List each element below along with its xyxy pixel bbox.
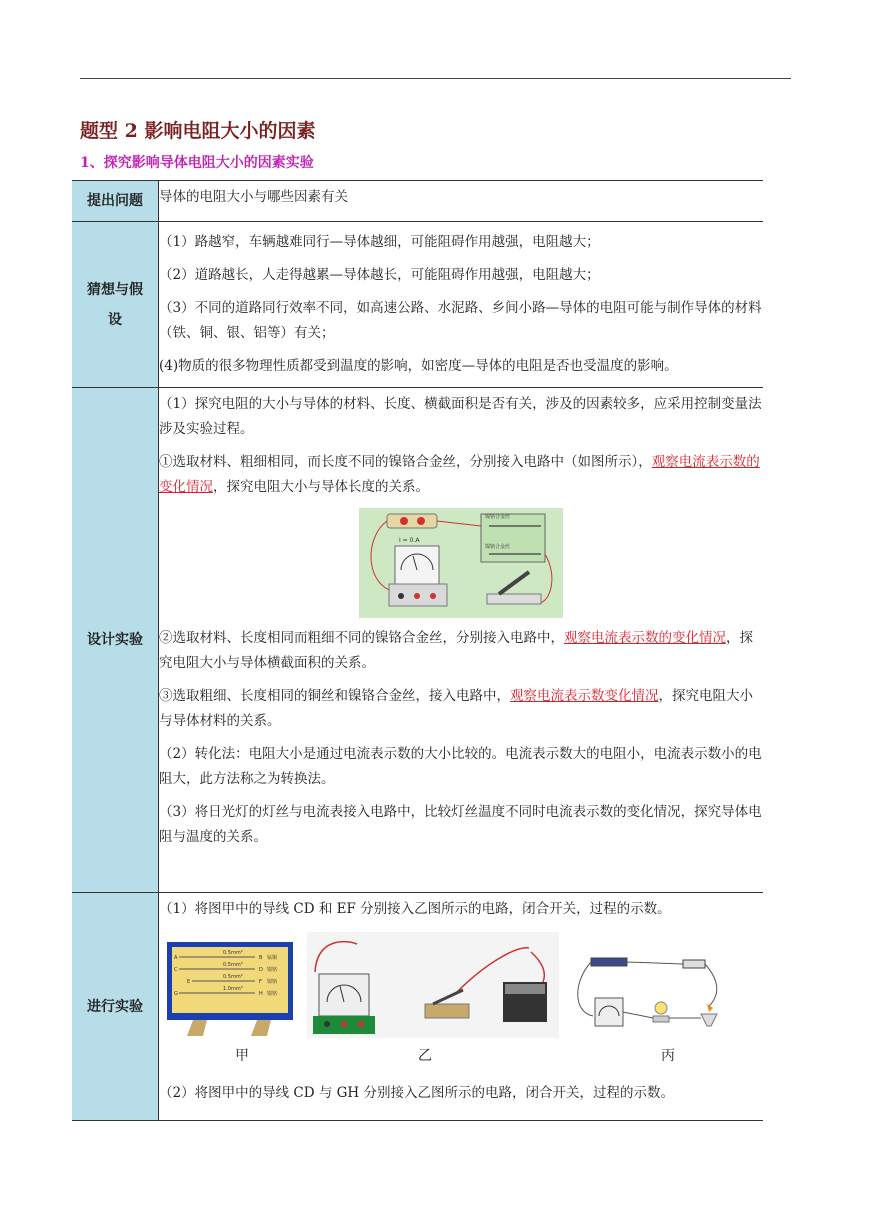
terminal-label: G <box>174 991 178 997</box>
procedure-figures <box>167 932 763 1038</box>
wire-material: 镍铬 <box>267 991 278 997</box>
terminal-label: D <box>259 967 263 973</box>
label-text: 猜想与假设 <box>87 281 143 328</box>
wire-material: 镍铬 <box>267 967 278 973</box>
terminal-label: B <box>259 955 263 961</box>
design-p1: （1）探究电阻的大小与导体的材料、长度、横截面积是否有关，涉及的因素较多，应采用控制变量法涉及实验过程。 <box>159 396 762 437</box>
row-label: 进行实验 <box>72 893 159 1121</box>
row-label <box>72 222 159 388</box>
design-p3-tail: ，探究电阻大小与导体横截面积的关系。 <box>159 630 753 671</box>
row-label: 设计实验 <box>72 388 159 893</box>
circuit-figure-c <box>573 942 723 1038</box>
terminal-label: H <box>259 991 263 997</box>
wire-size: 0.5mm² <box>223 950 243 956</box>
experiment-table <box>72 180 763 1121</box>
hypothesis-3: （3）不同的道路同行效率不同，如高速公路、水泥路、乡间小路—导体的电阻可能与制作导体的材料（铁、铜、银、铝等）有关； <box>159 300 762 341</box>
row-content <box>159 388 764 893</box>
design-p2-tail: ，探究电阻大小与导体长度的关系。 <box>213 479 429 495</box>
row-label: 提出问题 <box>72 181 159 222</box>
terminal-label: F <box>259 979 262 985</box>
table-row <box>72 893 763 1121</box>
current-reading: I = 0.A <box>399 537 420 544</box>
procedure-p1: （1）将图甲中的导线 CD 和 EF 分别接入乙图所示的电路，闭合开关，过程的示数。 <box>159 901 671 917</box>
design-p3-text: ②选取材料、长度相同而粗细不同的镍铬合金丝，分别接入电路中， <box>159 630 564 646</box>
design-p4-highlight: 观察电流表示数变化情况 <box>510 688 659 704</box>
wire-material: 镍铬 <box>267 979 278 985</box>
design-p2-text: ①选取材料、粗细相同，而长度不同的镍铬合金丝，分别接入电路中（如图所示）， <box>159 454 652 470</box>
hypothesis-4: (4)物质的很多物理性质都受到温度的影响，如密度—导体的电阻是否也受温度的影响。 <box>159 358 678 374</box>
section-subtitle: 1、探究影响导体电阻大小的因素实验 <box>80 155 314 171</box>
hypothesis-1: （1）路越窄，车辆越难同行—导体越细，可能阻碍作用越强，电阻越大； <box>159 234 600 250</box>
row-content <box>159 893 764 1121</box>
row-content <box>159 222 764 388</box>
wire-label: 镍铬合金丝 <box>485 544 511 550</box>
row-content <box>159 181 764 222</box>
design-p6: （3）将日光灯的灯丝与电流表接入电路中，比较灯丝温度不同时电流表示数的变化情况，探究导体电阻与温度的关系。 <box>159 804 762 845</box>
circuit-figure-b <box>307 932 559 1038</box>
wire-material: 锰铜 <box>267 955 278 961</box>
section-title: 题型 2 影响电阻大小的因素 <box>80 120 316 142</box>
hypothesis-2: （2）道路越长，人走得越累—导体越长，可能阻碍作用越强，电阻越大； <box>159 267 600 283</box>
caption-b: 乙 <box>418 1048 432 1064</box>
header-rule <box>80 78 791 79</box>
wire-size: 1.0mm² <box>223 986 243 992</box>
design-p4-tail: ，探究电阻大小与导体材料的关系。 <box>159 688 753 729</box>
procedure-p2: （2）将图甲中的导线 CD 与 GH 分别接入乙图所示的电路，闭合开关，过程的示数。 <box>159 1085 674 1101</box>
terminal-label: A <box>174 955 178 961</box>
terminal-label: C <box>174 967 178 973</box>
caption-c: 丙 <box>661 1048 675 1064</box>
length-experiment-figure <box>359 508 563 618</box>
table-row <box>72 181 763 222</box>
design-p2 <box>159 450 763 500</box>
wire-size: 0.5mm² <box>223 974 243 980</box>
design-p3-highlight: 观察电流表示数的变化情况 <box>564 630 726 646</box>
design-p2-highlight: 观察电流表示数的变化情况 <box>159 454 760 495</box>
figure-captions <box>235 1044 675 1069</box>
design-p4 <box>159 684 763 734</box>
wire-label: 镍铬合金丝 <box>485 514 511 520</box>
wire-board-figure <box>167 942 293 1038</box>
terminal-label: E <box>187 979 191 985</box>
table-row <box>72 388 763 893</box>
design-p5: （2）转化法：电阻大小是通过电流表示数的大小比较的。电流表示数大的电阻小，电流表示数小的电阻大，此方法称之为转换法。 <box>159 746 762 787</box>
wire-size: 0.5mm² <box>223 962 243 968</box>
design-p3 <box>159 626 763 676</box>
table-row <box>72 222 763 388</box>
design-p4-text: ③选取粗细、长度相同的铜丝和镍铬合金丝，接入电路中， <box>159 688 510 704</box>
caption-a: 甲 <box>235 1048 249 1064</box>
question-text: 导体的电阻大小与哪些因素有关 <box>159 189 348 205</box>
